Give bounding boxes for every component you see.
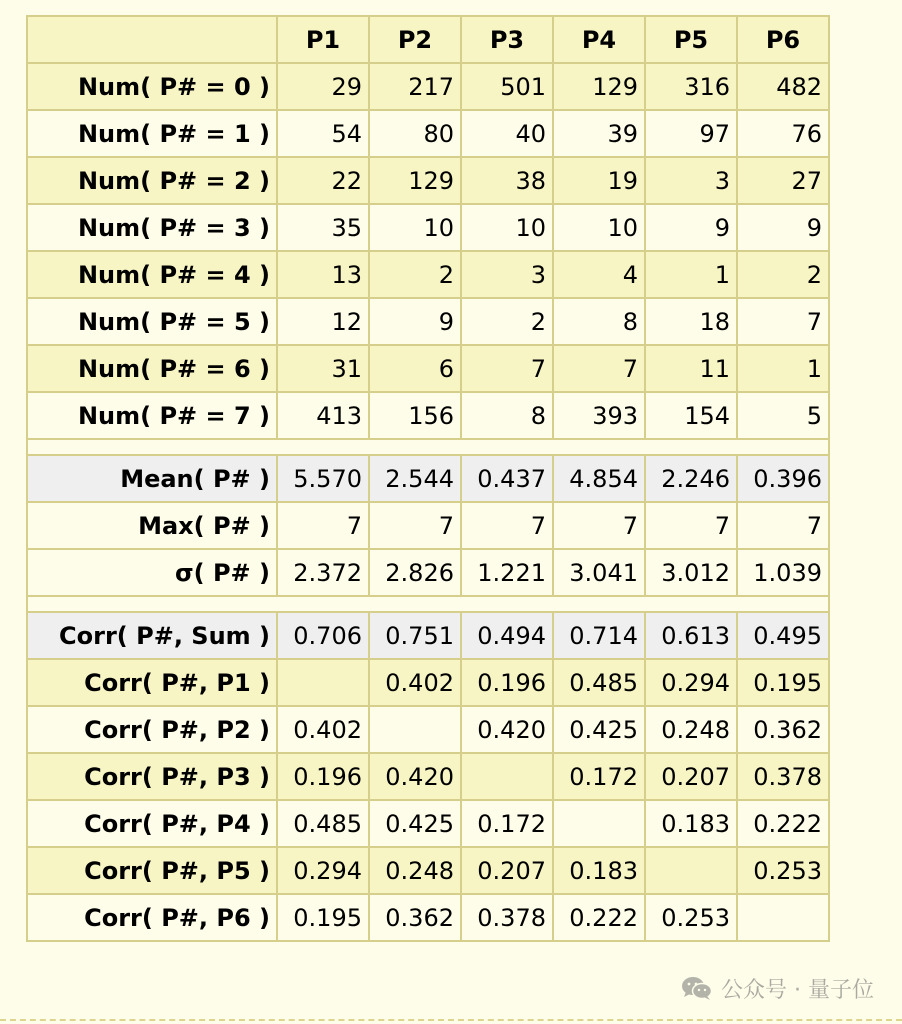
- table-row: [27, 549, 829, 596]
- table-cell: 0.172: [553, 753, 645, 800]
- table-cell: 0.714: [553, 612, 645, 659]
- row-label: Corr( P#, P2 ): [27, 706, 277, 753]
- table-cell: 0.495: [737, 612, 829, 659]
- row-label: Num( P# = 6 ): [27, 345, 277, 392]
- table-cell: 0.248: [369, 847, 461, 894]
- table-cell: 154: [645, 392, 737, 439]
- table-cell: 129: [369, 157, 461, 204]
- table-cell: 10: [369, 204, 461, 251]
- table-cell: [553, 800, 645, 847]
- table-cell: 0.253: [645, 894, 737, 941]
- table-row: [27, 800, 829, 847]
- table-cell: 80: [369, 110, 461, 157]
- table-cell: 0.196: [277, 753, 369, 800]
- table-cell: 0.253: [737, 847, 829, 894]
- table-cell: 97: [645, 110, 737, 157]
- table-cell: 19: [553, 157, 645, 204]
- table-cell: 3.041: [553, 549, 645, 596]
- table-cell: 0.248: [645, 706, 737, 753]
- table-cell: 393: [553, 392, 645, 439]
- row-label: Corr( P#, P4 ): [27, 800, 277, 847]
- row-label: Num( P# = 4 ): [27, 251, 277, 298]
- table-cell: 1.221: [461, 549, 553, 596]
- table-row: [27, 204, 829, 251]
- table-cell: 7: [369, 502, 461, 549]
- table-cell: 9: [737, 204, 829, 251]
- row-label: Num( P# = 2 ): [27, 157, 277, 204]
- table-cell: 7: [461, 345, 553, 392]
- table-cell: 0.362: [369, 894, 461, 941]
- table-cell: 5: [737, 392, 829, 439]
- table-row: [27, 110, 829, 157]
- table-cell: 2.544: [369, 455, 461, 502]
- table-cell: 1: [737, 345, 829, 392]
- table-cell: 54: [277, 110, 369, 157]
- table-cell: 8: [461, 392, 553, 439]
- table-cell: 0.402: [369, 659, 461, 706]
- table-cell: 2: [737, 251, 829, 298]
- corner-cell: [27, 16, 277, 63]
- wechat-icon: [681, 975, 713, 1001]
- table-cell: 7: [737, 298, 829, 345]
- table-cell: 31: [277, 345, 369, 392]
- table-cell: 7: [553, 502, 645, 549]
- table-cell: 7: [645, 502, 737, 549]
- table-row: [27, 251, 829, 298]
- table-cell: 0.195: [737, 659, 829, 706]
- section-spacer: [27, 439, 829, 455]
- table-cell: 0.207: [645, 753, 737, 800]
- table-cell: 13: [277, 251, 369, 298]
- table-cell: 0.378: [737, 753, 829, 800]
- table-cell: 0.172: [461, 800, 553, 847]
- table-cell: 9: [645, 204, 737, 251]
- table-cell: 0.613: [645, 612, 737, 659]
- table-cell: 12: [277, 298, 369, 345]
- table-row: [27, 157, 829, 204]
- table-cell: 40: [461, 110, 553, 157]
- column-header-p6: P6: [737, 16, 829, 63]
- table-cell: 0.485: [553, 659, 645, 706]
- table-cell: 0.222: [737, 800, 829, 847]
- section-spacer: [27, 596, 829, 612]
- table-cell: 18: [645, 298, 737, 345]
- table-cell: 6: [369, 345, 461, 392]
- table-row: [27, 502, 829, 549]
- table-cell: 0.195: [277, 894, 369, 941]
- table-cell: 0.706: [277, 612, 369, 659]
- table-cell: 8: [553, 298, 645, 345]
- table-cell: 7: [737, 502, 829, 549]
- table-row: [27, 612, 829, 659]
- table-cell: 156: [369, 392, 461, 439]
- table-cell: 501: [461, 63, 553, 110]
- table-cell: 0.362: [737, 706, 829, 753]
- stats-table: [26, 15, 830, 942]
- table-cell: 0.425: [553, 706, 645, 753]
- table-cell: 22: [277, 157, 369, 204]
- table-cell: [277, 659, 369, 706]
- table-cell: 1.039: [737, 549, 829, 596]
- row-label: Num( P# = 7 ): [27, 392, 277, 439]
- row-label: Num( P# = 1 ): [27, 110, 277, 157]
- table-cell: 0.437: [461, 455, 553, 502]
- table-cell: 0.751: [369, 612, 461, 659]
- table-cell: 10: [553, 204, 645, 251]
- table-cell: 1: [645, 251, 737, 298]
- table-cell: 0.183: [553, 847, 645, 894]
- column-header-p1: P1: [277, 16, 369, 63]
- table-cell: 35: [277, 204, 369, 251]
- table-cell: 0.485: [277, 800, 369, 847]
- table-cell: 0.294: [645, 659, 737, 706]
- table-row: [27, 345, 829, 392]
- table-cell: 9: [369, 298, 461, 345]
- table-cell: 2.372: [277, 549, 369, 596]
- table-row: [27, 63, 829, 110]
- table-cell: 0.494: [461, 612, 553, 659]
- table-row: [27, 847, 829, 894]
- table-cell: 0.183: [645, 800, 737, 847]
- table-cell: 2: [369, 251, 461, 298]
- table-cell: 3.012: [645, 549, 737, 596]
- table-cell: 0.294: [277, 847, 369, 894]
- table-cell: 0.378: [461, 894, 553, 941]
- table-cell: [461, 753, 553, 800]
- spacer-cell: [27, 596, 829, 612]
- column-header-p2: P2: [369, 16, 461, 63]
- column-header-p3: P3: [461, 16, 553, 63]
- row-label: Num( P# = 3 ): [27, 204, 277, 251]
- table-row: [27, 894, 829, 941]
- row-label: Num( P# = 0 ): [27, 63, 277, 110]
- row-label: Corr( P#, P6 ): [27, 894, 277, 941]
- row-label: Num( P# = 5 ): [27, 298, 277, 345]
- header-row: [27, 16, 829, 63]
- bottom-divider: [0, 1019, 902, 1021]
- table-cell: 0.222: [553, 894, 645, 941]
- table-cell: [737, 894, 829, 941]
- table-row: [27, 753, 829, 800]
- table-cell: 4: [553, 251, 645, 298]
- table-cell: 0.420: [461, 706, 553, 753]
- table-row: [27, 706, 829, 753]
- table-cell: 5.570: [277, 455, 369, 502]
- row-label: Corr( P#, P5 ): [27, 847, 277, 894]
- table-cell: 0.196: [461, 659, 553, 706]
- table-cell: 413: [277, 392, 369, 439]
- table-cell: 27: [737, 157, 829, 204]
- table-cell: 10: [461, 204, 553, 251]
- table-cell: [369, 706, 461, 753]
- table-cell: 0.207: [461, 847, 553, 894]
- row-label: σ( P# ): [27, 549, 277, 596]
- table-cell: 316: [645, 63, 737, 110]
- table-cell: 0.425: [369, 800, 461, 847]
- table-cell: 2.246: [645, 455, 737, 502]
- table-cell: [645, 847, 737, 894]
- table-cell: 39: [553, 110, 645, 157]
- table-row: [27, 392, 829, 439]
- row-label: Max( P# ): [27, 502, 277, 549]
- table-row: [27, 298, 829, 345]
- table-cell: 0.420: [369, 753, 461, 800]
- table-cell: 217: [369, 63, 461, 110]
- row-label: Corr( P#, P1 ): [27, 659, 277, 706]
- column-header-p5: P5: [645, 16, 737, 63]
- table-cell: 2: [461, 298, 553, 345]
- table-cell: 0.402: [277, 706, 369, 753]
- watermark-text: 公众号 · 量子位: [721, 977, 874, 1003]
- table-cell: 11: [645, 345, 737, 392]
- table-cell: 129: [553, 63, 645, 110]
- table-cell: 3: [645, 157, 737, 204]
- table-cell: 2.826: [369, 549, 461, 596]
- table-cell: 76: [737, 110, 829, 157]
- table-cell: 3: [461, 251, 553, 298]
- table-cell: 4.854: [553, 455, 645, 502]
- spacer-cell: [27, 439, 829, 455]
- table-cell: 7: [277, 502, 369, 549]
- table-cell: 482: [737, 63, 829, 110]
- row-label: Corr( P#, Sum ): [27, 612, 277, 659]
- table-cell: 7: [461, 502, 553, 549]
- row-label: Corr( P#, P3 ): [27, 753, 277, 800]
- table-row: [27, 659, 829, 706]
- table-cell: 29: [277, 63, 369, 110]
- column-header-p4: P4: [553, 16, 645, 63]
- table-cell: 7: [553, 345, 645, 392]
- table-cell: 38: [461, 157, 553, 204]
- row-label: Mean( P# ): [27, 455, 277, 502]
- table-cell: 0.396: [737, 455, 829, 502]
- watermark: [681, 972, 874, 1004]
- table-row: [27, 455, 829, 502]
